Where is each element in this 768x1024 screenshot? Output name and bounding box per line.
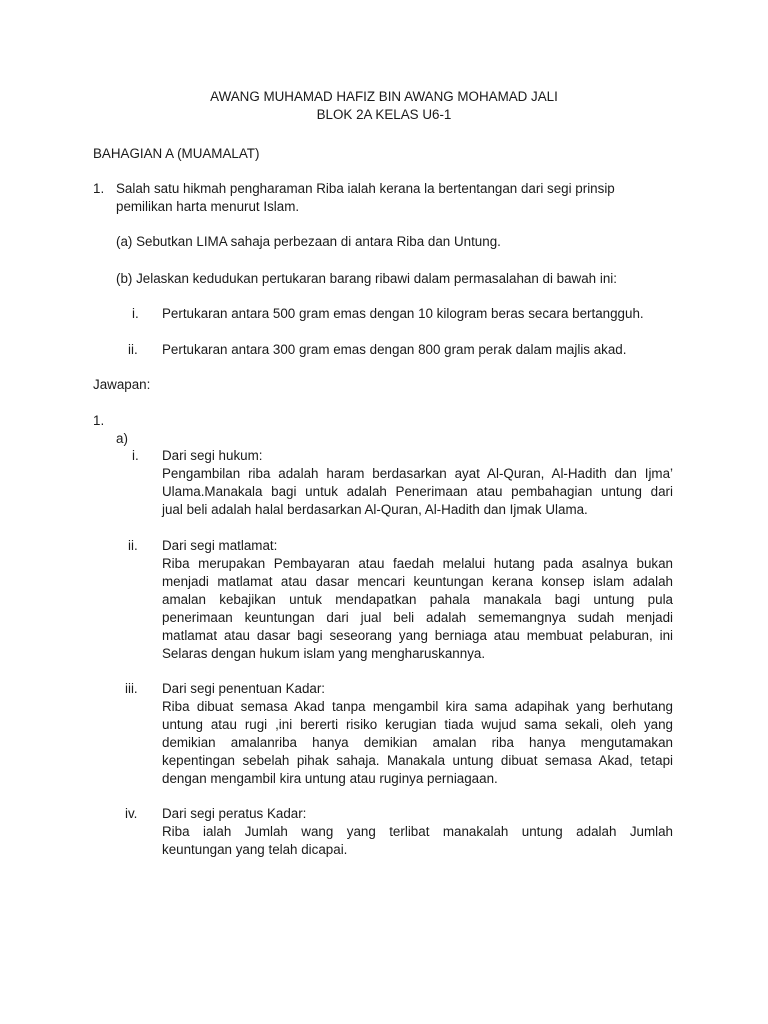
question-number: 1. [93,181,105,196]
section-title: BAHAGIAN A (MUAMALAT) [93,146,260,161]
item-heading: Dari segi penentuan Kadar: [162,681,326,696]
sub-text: Pertukaran antara 500 gram emas dengan 10 kilogram beras secara bertangguh. [162,306,644,321]
item-number: iii. [125,681,138,696]
sub-number: i. [132,306,139,321]
item-line: Riba ialah Jumlah wang yang terlibat manakalah untung adalah Jumlah [162,824,673,839]
item-line: dengan mengambil kira untung atau ruginya perniagaan. [162,771,498,786]
item-line: keuntungan yang telah dicapai. [162,842,348,857]
item-line: Ulama.Manakala bagi untuk adalah Penerimaan atau pembahagian untung dari [162,484,673,499]
item-line: Pengambilan riba adalah haram berdasarkan ayat Al-Quran, Al-Hadith dan Ijma’ [162,466,673,481]
item-line: penerimaan keuntungan dari jual beli adalah sememangnya sudah menjadi [162,610,673,625]
item-line: Selaras dengan hukum islam yang mengharuskannya. [162,646,486,661]
item-heading: Dari segi matlamat: [162,538,278,553]
item-line: Riba dibuat semasa Akad tanpa mengambil kira sama adapihak yang berhutang [162,699,673,714]
answer-label: Jawapan: [93,377,151,392]
item-line: amalan kebajikan untuk mendapatkan pahala manakala bagi untung pula [162,592,673,607]
item-heading: Dari segi peratus Kadar: [162,806,307,821]
class-info: BLOK 2A KELAS U6-1 [316,107,452,122]
question-line: Salah satu hikmah pengharaman Riba ialah kerana la bertentangan dari segi prinsip [116,181,615,196]
answer-part: a) [116,431,128,446]
item-number: ii. [128,538,138,553]
question-part-b: (b) Jelaskan kedudukan pertukaran barang ribawi dalam permasalahan di bawah ini: [116,271,617,286]
item-line: jual beli adalah halal berdasarkan Al-Quran, Al-Hadith dan Ijmak Ulama. [162,502,588,517]
item-number: i. [132,448,139,463]
sub-number: ii. [128,342,138,357]
sub-text: Pertukaran antara 300 gram emas dengan 800 gram perak dalam majlis akad. [162,342,627,357]
item-number: iv. [125,806,138,821]
item-line: untung atau rugi ,ini bererti risiko kerugian tiada wujud sama sekali, oleh yang [162,717,673,732]
item-line: matlamat atau dasar bagi seseorang yang berniaga atau membuat pelaburan, ini [162,628,673,643]
question-line: pemilikan harta menurut Islam. [116,199,300,214]
student-name: AWANG MUHAMAD HAFIZ BIN AWANG MOHAMAD JALI [210,89,558,104]
question-part-a: (a) Sebutkan LIMA sahaja perbezaan di antara Riba dan Untung. [116,234,501,249]
item-line: Riba merupakan Pembayaran atau faedah melalui hutang pada asalnya bukan [162,556,673,571]
item-heading: Dari segi hukum: [162,448,263,463]
item-line: demikian amalanriba hanya demikian amalan riba hanya mengutamakan [162,735,673,750]
answer-number: 1. [93,413,105,428]
item-line: menjadi matlamat atau dasar mencari keuntungan kerana konsep islam adalah [162,574,673,589]
item-line: kepentingan sebelah pihak sahaja. Manakala untung dibuat semasa Akad, tetapi [162,753,673,768]
